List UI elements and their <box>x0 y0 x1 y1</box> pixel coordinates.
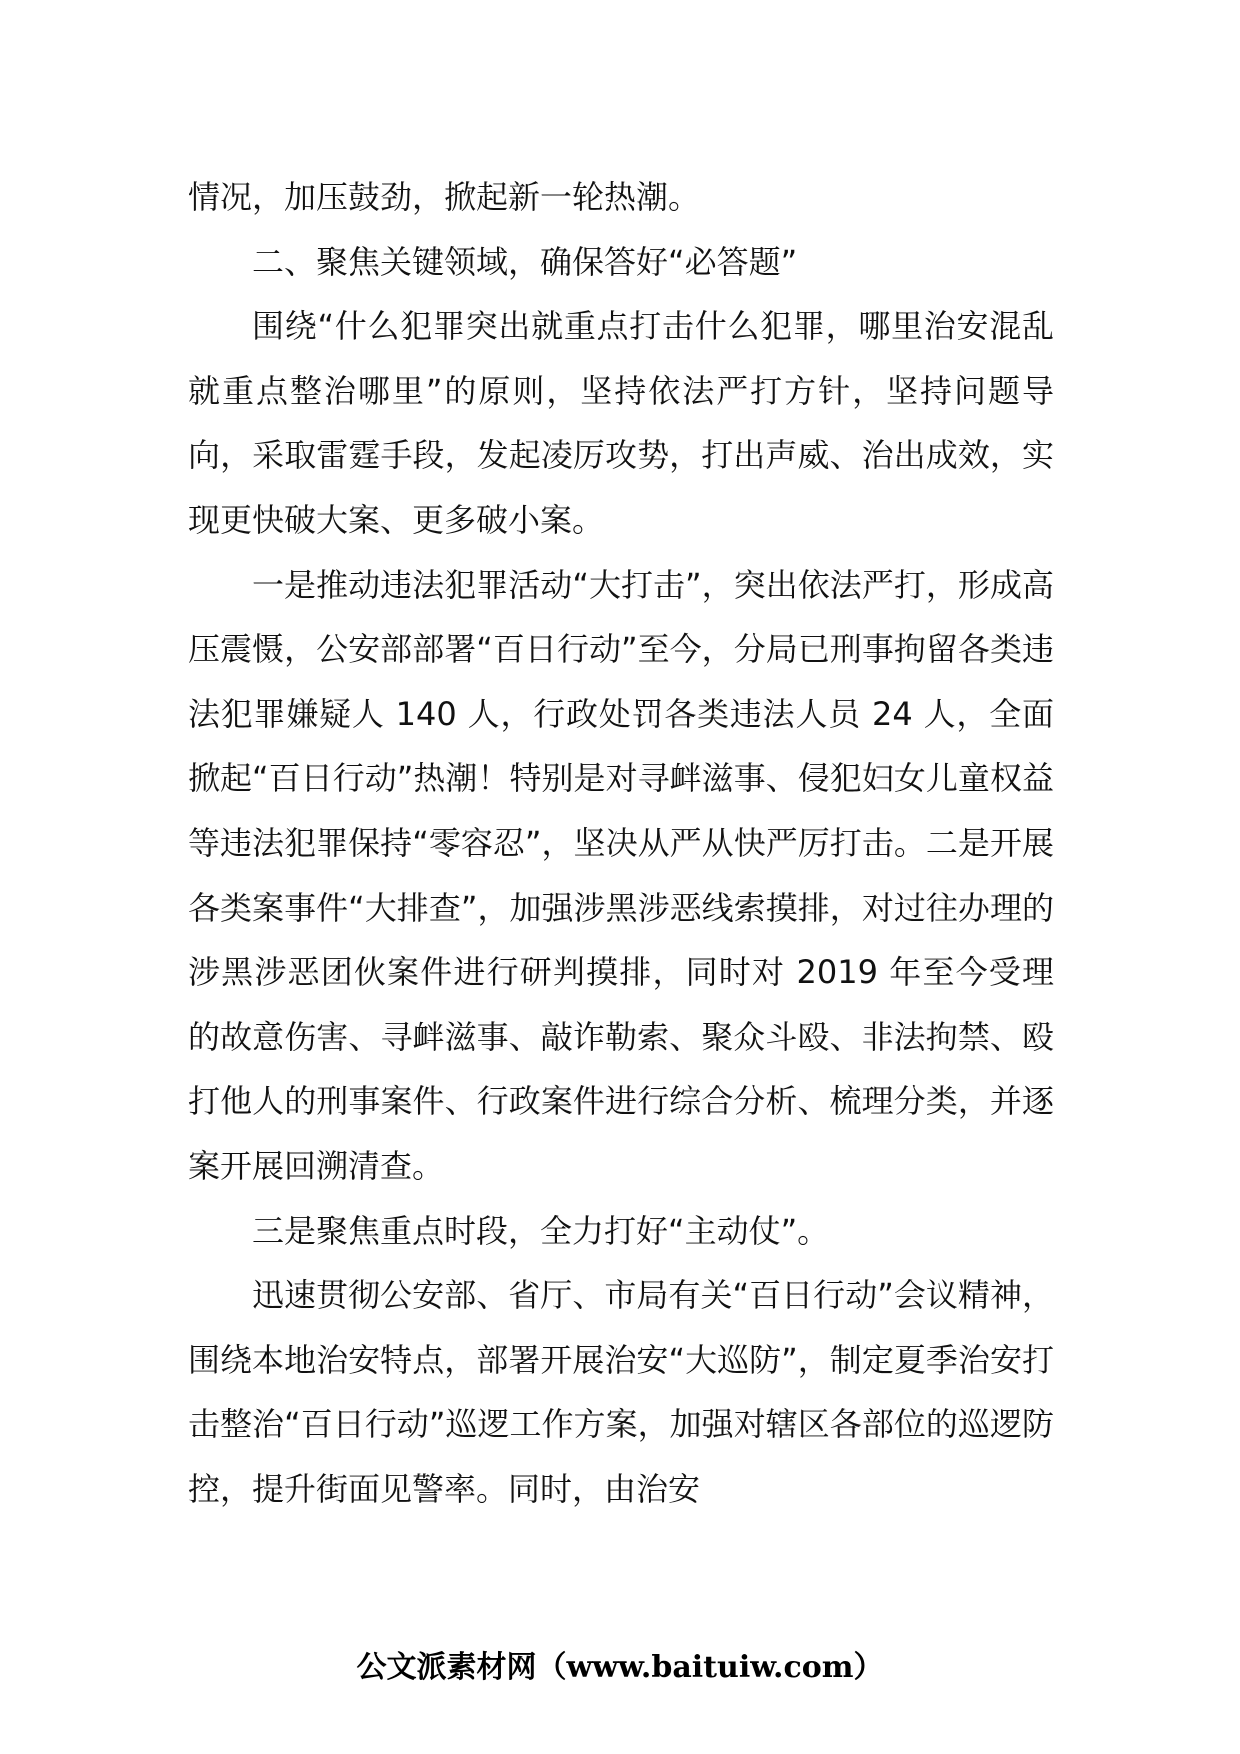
section-heading-2: 二、聚焦关键领域，确保答好“必答题” <box>252 242 798 281</box>
section-heading-5: 三是聚焦重点时段，全力打好“主动仗”。 <box>252 1211 830 1250</box>
paragraph-3: 围绕“什么犯罪突出就重点打击什么犯罪，哪里治安混乱就重点整治哪里”的原则，坚持依法严打方针，坚持问题导向，采取雷霆手段，发起凌厉攻势，打出声威、治出成效，实现更快破大案、更多破小案。 <box>188 307 1054 539</box>
paragraph-4: 一是推动违法犯罪活动“大打击”，突出依法严打，形成高压震慑，公安部部署“百日行动”至今，分局已刑事拘留各类违法犯罪嫌疑人 140 人，行政处罚各类违法人员 24 人，全面掀起“百日行动”热潮！特别是对寻衅滋事、侵犯妇女儿童权益等违法犯罪保持“零容忍”，坚决从严从快严厉打击。二是开展各类案事件“大排查”，加强涉黑涉恶线索摸排，对过往办理的涉黑涉恶团伙案件进行研判摸排，同时对 2019 年至今受理的故意伤害、寻衅滋事、敲诈勒索、聚众斗殴、非法拘禁、殴打他人的刑事案件、行政案件进行综合分析、梳理分类，并逐案开展回溯清查。 <box>188 565 1054 1185</box>
paragraph-6: 迅速贯彻公安部、省厅、市局有关“百日行动”会议精神，围绕本地治安特点，部署开展治安“大巡防”，制定夏季治安打击整治“百日行动”巡逻工作方案，加强对辖区各部位的巡逻防控，提升街面见警率。同时，由治安 <box>188 1276 1054 1508</box>
page-footer-watermark: 公文派素材网（www.baituiw.com） <box>356 1650 884 1685</box>
paragraph-1: 情况，加压鼓劲，掀起新一轮热潮。 <box>188 178 701 216</box>
document-body <box>188 165 1054 1521</box>
